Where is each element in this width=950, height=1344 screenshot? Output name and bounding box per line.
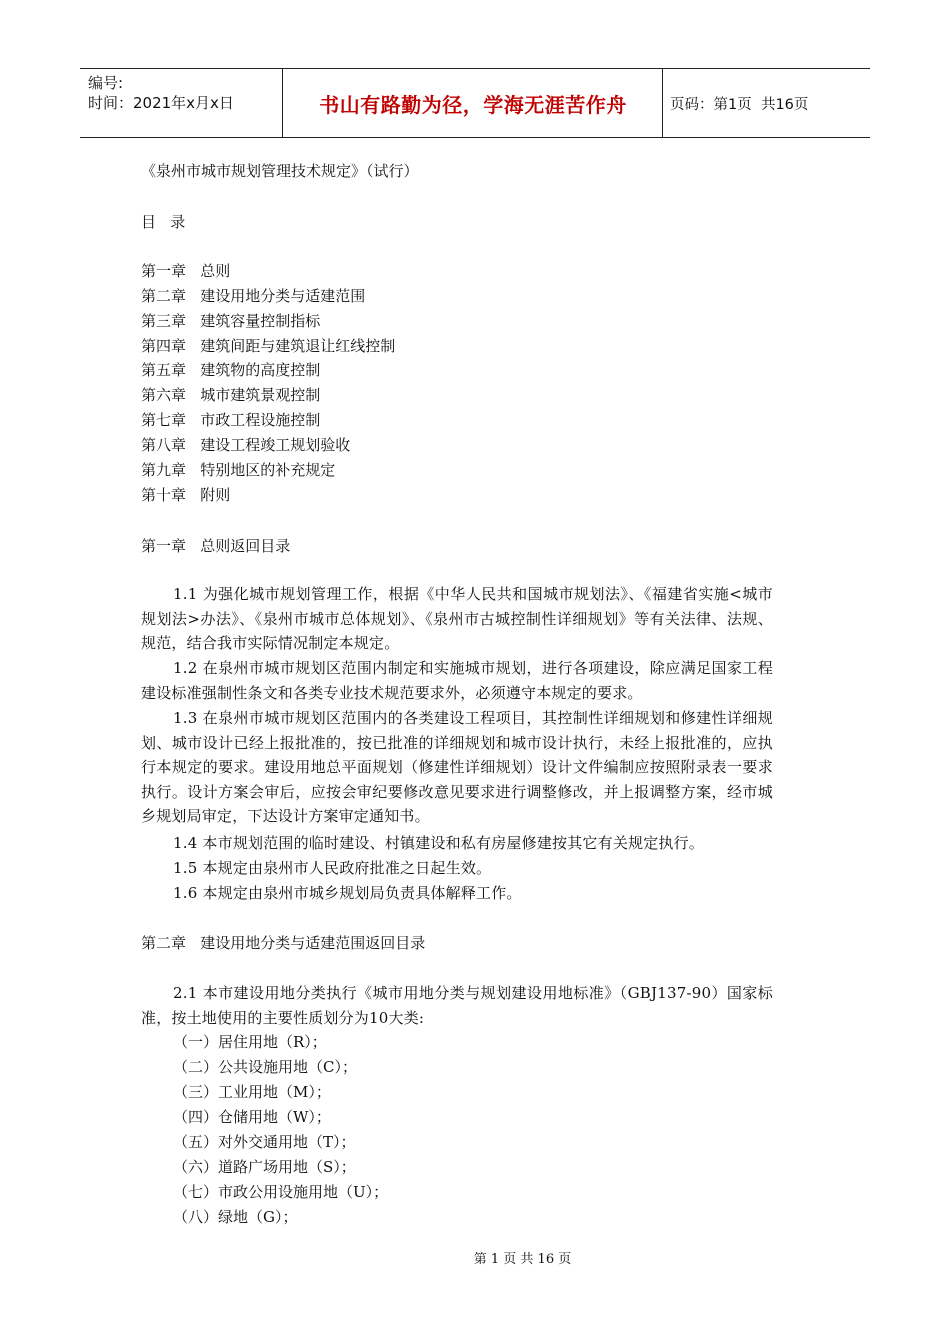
serial-label: 编号:	[88, 74, 124, 92]
toc-item: 第五章 建筑物的高度控制	[141, 361, 321, 379]
page-header	[80, 68, 870, 138]
list-item: （二）公共设施用地（C）；	[173, 1058, 357, 1076]
list-item: （八）绿地（G）；	[173, 1208, 298, 1226]
header-motto: 书山有路勤为径，学海无涯苦作舟	[319, 92, 627, 117]
list-item: （六）道路广场用地（S）；	[173, 1158, 356, 1176]
toc-item: 第八章 建设工程竣工规划验收	[141, 436, 351, 454]
toc-item: 第三章 建筑容量控制指标	[141, 312, 321, 330]
toc-item: 第四章 建筑间距与建筑退让红线控制	[141, 337, 396, 355]
paragraph: 1.2 在泉州市城市规划区范围内制定和实施城市规划，进行各项建设，除应满足国家工程建设标准强制性条文和各类专业技术规范要求外，必须遵守本规定的要求。	[141, 659, 773, 702]
list-item: （七）市政公用设施用地（U）；	[173, 1183, 389, 1201]
page-footer: 第 1 页 共 16 页	[473, 1252, 572, 1267]
paragraph: 1.1 为强化城市规划管理工作，根据《中华人民共和国城市规划法》、《福建省实施<城市规划法>办法》、《泉州市城市总体规划》、《泉州市古城控制性详细规划》等有关法律、法规、规范，结合我市实际情况制定本规定。	[141, 585, 773, 652]
header-page-info: 页码：第1页 共16页	[670, 96, 809, 113]
document-title: 《泉州市城市规划管理技术规定》（试行）	[141, 162, 419, 180]
toc-item: 第十章 附则	[141, 486, 231, 504]
toc-item: 第一章 总则	[141, 262, 231, 280]
list-item: （三）工业用地（M）；	[173, 1083, 331, 1101]
list-item: （四）仓储用地（W）；	[173, 1108, 331, 1126]
paragraph: 2.1 本市建设用地分类执行《城市用地分类与规划建设用地标准》（GBJ137-90）国家标准，按土地使用的主要性质划分为10大类:	[141, 984, 773, 1027]
toc-item: 第六章 城市建筑景观控制	[141, 386, 321, 404]
list-item: （五）对外交通用地（T）；	[173, 1133, 356, 1151]
chapter-heading: 第二章 建设用地分类与适建范围返回目录	[141, 934, 426, 952]
paragraph: 1.6 本规定由泉州市城乡规划局负责具体解释工作。	[173, 884, 522, 902]
list-item: （一）居住用地（R）；	[173, 1033, 327, 1051]
header-meta	[88, 73, 234, 113]
date-label: 时间：2021年x月x日	[88, 94, 234, 112]
paragraph: 1.5 本规定由泉州市人民政府批准之日起生效。	[173, 859, 492, 877]
header-divider	[662, 69, 663, 137]
chapter-heading: 第一章 总则返回目录	[141, 537, 291, 555]
paragraph: 1.3 在泉州市城市规划区范围内的各类建设工程项目，其控制性详细规划和修建性详细规划、城市设计已经上报批准的，按已批准的详细规划和城市设计执行，未经上报批准的，应执行本规定的要求。建设用地总平面规划（修建性详细规划）设计文件编制应按照附录表一要求执行。设计方案会审后，应按会审纪要修改意见要求进行调整修改，并上报调整方案，经市城乡规划局审定，下达设计方案审定通知书。	[141, 709, 773, 825]
toc-item: 第九章 特别地区的补充规定	[141, 461, 336, 479]
toc-heading: 目 录	[141, 213, 186, 231]
toc-item: 第二章 建设用地分类与适建范围	[141, 287, 366, 305]
header-divider	[282, 69, 283, 137]
toc-item: 第七章 市政工程设施控制	[141, 411, 321, 429]
paragraph: 1.4 本市规划范围的临时建设、村镇建设和私有房屋修建按其它有关规定执行。	[173, 834, 705, 852]
